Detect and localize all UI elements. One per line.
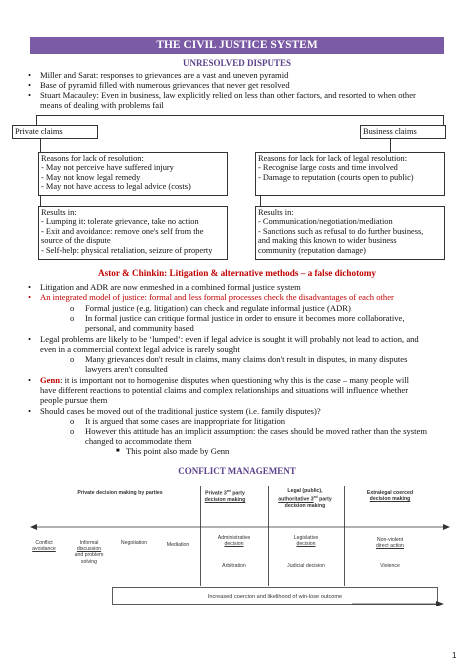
sub-bullet-continuation: lawyers aren't consulted [85,364,168,374]
column-header-private: Private decision making by parties [77,490,163,496]
bullet-item: • Should cases be moved out of the traditional justice system (i.e. family disputes)? [28,406,321,416]
connector-horizontal [36,115,444,116]
section-heading-conflict: CONFLICT MANAGEMENT [178,466,296,476]
column-divider [200,486,201,586]
bullet-item: • Stuart Macauley: Even in business, law explicitly relied on less than other factors, and resorted to when other [28,90,416,100]
spectrum-arrow [30,518,450,526]
bullet-continuation: even in a commercial context legal advice is rarely sought [40,344,240,354]
connector-vertical [40,139,41,153]
column-header-private-third-party: Private 3rd party decision making [204,488,246,503]
item-administrative-decision: Administrative decision [217,535,251,548]
column-header-legal: Legal (public), authoritative 3rd party decision making [278,488,332,510]
bullet-continuation: people pursue them [40,395,108,405]
bullet-continuation: have different reactions to potential claims and complex relationships and situations will influence whether [40,385,409,395]
coercion-arrow-label: Increased coercion and likelihood of win-lose outcome [207,594,343,600]
bullet-item: • Legal problems are likely to be ‘lumped’: even if legal advice is sought it will probably not lead to action, and [28,334,419,344]
bullet-item: • Litigation and ADR are now enmeshed in a combined formal justice system [28,282,301,292]
item-conflict-avoidance: Conflict avoidance [32,540,56,553]
sub-bullet-continuation: changed to accommodate them [85,436,192,446]
column-header-extralegal: Extralegal coerced decision making [366,490,414,503]
connector-vertical [390,139,391,153]
item-violence: Violence [380,563,400,569]
business-results-box: Results in: - Communication/negotiation/mediation - Sanctions such as refusal to do further business, and making this known to wider business community (reputation damage) [255,206,445,260]
section-heading-unresolved: UNRESOLVED DISPUTES [183,58,291,68]
page-number: 1 [452,651,457,660]
sub-bullet-item: o However this attitude has an implicit assumption: the cases should be moved rather than the system [70,426,428,436]
page-title: THE CIVIL JUSTICE SYSTEM [30,37,444,54]
sub-sub-bullet-item: ■ This point also made by Genn [116,446,230,456]
sub-bullet-item: o In formal justice can critique formal justice in order to ensure it becomes more collaborative, [70,313,405,323]
connector-vertical [260,196,261,206]
column-divider [344,486,345,586]
item-informal-discussion: Informal discussion and problem solving [74,540,104,565]
item-negotiation: Negotiation [120,540,148,546]
bullet-item: • An integrated model of justice: formal and less formal processes check the disadvantages of each other [28,292,394,302]
bullet-item: • Genn: it is important not to homogenise disputes when questioning why this is the case – many people will [28,375,410,385]
private-results-box: Results in: - Lumping it: tolerate grievance, take no action - Exit and avoidance: remove one's self from the source of the dispute - Self-help: physical retaliation, seizure of property [38,206,228,260]
item-arbitration: Arbitration [222,563,246,569]
connector-vertical [443,115,444,125]
sub-bullet-item: o Formal justice (e.g. litigation) can check and regulate informal justice (ADR) [70,303,351,313]
item-judicial-decision: Judicial decision [287,563,325,569]
sub-bullet-item: o Many grievances don't result in claims, many claims don't result in disputes, in many disputes [70,354,408,364]
connector-vertical [36,115,37,125]
sub-bullet-continuation: personal, and community based [85,323,194,333]
private-claims-box: Private claims [12,125,98,139]
bullet-item: • Base of pyramid filled with numerous grievances that never get resolved [28,80,290,90]
section-heading-astor-chinkin: Astor & Chinkin: Litigation & alternative methods – a false dichotomy [97,268,376,278]
item-mediation: Mediation [166,542,190,548]
connector-vertical [40,196,41,206]
bullet-continuation: means of dealing with problems fail [40,100,164,110]
private-reasons-box: Reasons for lack of resolution: - May not perceive have suffered injury - May not know legal remedy - May not have access to legal advice (costs) [38,152,228,196]
column-divider [268,486,269,586]
business-reasons-box: Reasons for lack for lack of legal resolution: - Recognise large costs and time involved - Damage to reputation (courts open to public) [255,152,445,196]
business-claims-box: Business claims [360,125,446,139]
bullet-item: • Miller and Sarat: responses to grievances are a vast and uneven pyramid [28,70,289,80]
item-non-violent-direct-action: Non-violent direct action [376,537,404,550]
sub-bullet-item: o It is argued that some cases are inappropriate for litigation [70,416,286,426]
item-legislative-decision: Legislative decision [293,535,319,548]
